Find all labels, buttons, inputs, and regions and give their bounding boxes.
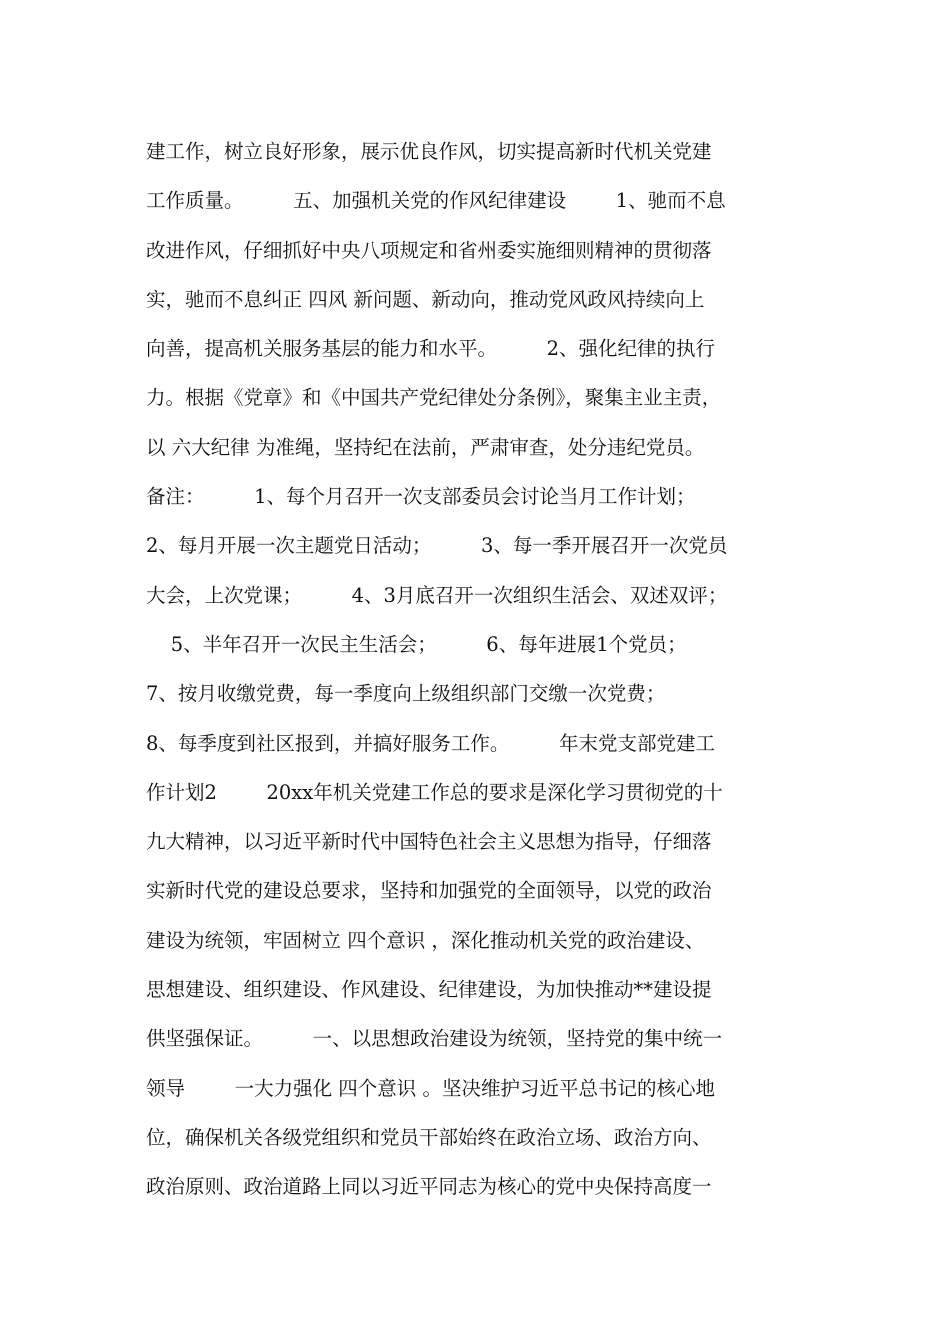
text-line: 2、每月开展一次主题党日活动； 3、每一季开展召开一次党员	[146, 534, 728, 558]
text-line: 建设为统领，牢固树立 四个意识 ，深化推动机关党的政治建设、	[146, 928, 705, 952]
text-line: 政治原则、政治道路上同以习近平同志为核心的党中央保持高度一	[146, 1175, 712, 1199]
text-line: 思想建设、组织建设、作风建设、纪律建设，为加快推动**建设提	[146, 978, 712, 1002]
text-line: 5、半年召开一次民主生活会； 6、每年进展1个党员；	[146, 632, 687, 656]
text-line: 建工作，树立良好形象，展示优良作风，切实提高新时代机关党建	[146, 140, 712, 163]
text-line: 备注： 1、每个月召开一次支部委员会讨论当月工作计划；	[146, 485, 696, 509]
text-line: 改进作风，仔细抓好中央八项规定和省州委实施细则精神的贯彻落	[146, 238, 712, 262]
text-line: 位，确保机关各级党组织和党员干部始终在政治立场、政治方向、	[146, 1125, 712, 1149]
text-line: 大会，上次党课； 4、3月底召开一次组织生活会、双述双评；	[146, 583, 728, 607]
text-line: 力。根据《党章》和《中国共产党纪律处分条例》，聚集主业主责，	[146, 386, 722, 410]
text-line: 九大精神，以习近平新时代中国特色社会主义思想为指导，仔细落	[146, 830, 712, 854]
text-line: 向善，提高机关服务基层的能力和水平。 2、强化纪律的执行	[146, 337, 715, 361]
text-line: 作计划2 20xx年机关党建工作总的要求是深化学习贯彻党的十	[146, 780, 723, 804]
text-line: 工作质量。 五、加强机关党的作风纪律建设 1、驰而不息	[146, 189, 726, 213]
text-line: 以 六大纪律 为准绳，坚持纪在法前，严肃审查，处分违纪党员。	[146, 435, 705, 459]
text-line: 8、每季度到社区报到，并搞好服务工作。 年末党支部党建工	[146, 731, 715, 755]
document-body	[146, 127, 816, 1212]
text-line: 实新时代党的建设总要求，坚持和加强党的全面领导，以党的政治	[146, 879, 712, 903]
text-line: 供坚强保证。 一、以思想政治建设为统领，坚持党的集中统一	[146, 1027, 723, 1051]
text-line: 领导 一大力强化 四个意识 。坚决维护习近平总书记的核心地	[146, 1076, 715, 1100]
text-line: 实，驰而不息纠正 四风 新问题、新动向，推动党风政风持续向上	[146, 287, 705, 311]
text-line: 7、按月收缴党费，每一季度向上级组织部门交缴一次党费；	[146, 682, 666, 706]
